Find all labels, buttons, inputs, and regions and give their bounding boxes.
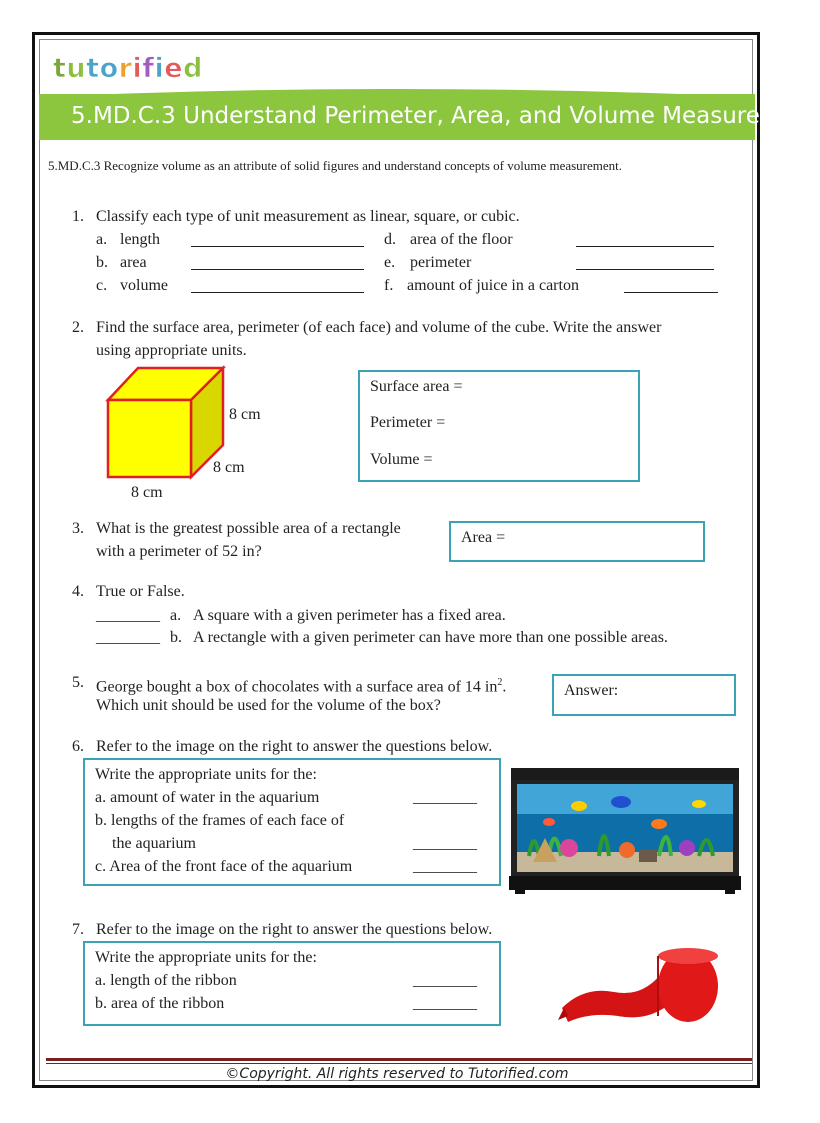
q1-e-label: perimeter bbox=[410, 254, 472, 271]
q1-a-letter: a. bbox=[96, 231, 108, 248]
q4-number: 4. bbox=[72, 583, 84, 600]
q1-a-label: length bbox=[120, 231, 160, 248]
q7-a-item: a. length of the ribbon bbox=[95, 972, 237, 989]
q4-text: True or False. bbox=[96, 583, 185, 600]
q3-text-line1: What is the greatest possible area of a rectangle bbox=[96, 520, 401, 537]
q5-number: 5. bbox=[72, 674, 84, 691]
q6-instruction: Write the appropriate units for the: bbox=[95, 766, 317, 783]
q6-question-box bbox=[83, 758, 501, 886]
q3-number: 3. bbox=[72, 520, 84, 537]
banner-title: 5.MD.C.3 Understand Perimeter, Area, and Volume Measurement bbox=[71, 103, 820, 129]
aquarium-stand bbox=[509, 876, 741, 890]
q6-text: Refer to the image on the right to answer the questions below. bbox=[96, 738, 493, 755]
cube-image bbox=[100, 360, 230, 485]
copyright-footer: ©Copyright. All rights reserved to Tutorified.com bbox=[225, 1066, 569, 1082]
q1-e-letter: e. bbox=[384, 254, 396, 271]
aquarium-image bbox=[509, 766, 741, 894]
q4-a-blank[interactable]: ________ bbox=[96, 607, 160, 624]
q1-c-answer-line[interactable] bbox=[191, 278, 364, 293]
area-label: Area = bbox=[461, 529, 506, 546]
q1-f-answer-line[interactable] bbox=[624, 278, 718, 293]
q4-b-statement: A rectangle with a given perimeter can have more than one possible areas. bbox=[193, 629, 668, 646]
q7-b-item: b. area of the ribbon bbox=[95, 995, 225, 1012]
q5-period: . bbox=[502, 678, 507, 696]
q2-text-line2: using appropriate units. bbox=[96, 342, 247, 359]
q6-c-item: c. Area of the front face of the aquarium bbox=[95, 858, 353, 875]
q2-number: 2. bbox=[72, 319, 84, 336]
q5-text-line2: Which unit should be used for the volume of the box? bbox=[96, 697, 441, 714]
q1-c-letter: c. bbox=[96, 277, 108, 294]
q5-superscript: 2 bbox=[497, 677, 503, 688]
q6-b-item: b. lengths of the frames of each face of bbox=[95, 812, 345, 829]
cube-depth-label: 8 cm bbox=[213, 459, 245, 476]
q7-number: 7. bbox=[72, 921, 84, 938]
q1-number: 1. bbox=[72, 208, 84, 225]
q7-text: Refer to the image on the right to answer the questions below. bbox=[96, 921, 493, 938]
volume-label: Volume = bbox=[370, 451, 433, 468]
q1-f-label: amount of juice in a carton bbox=[407, 277, 579, 294]
answer-label: Answer: bbox=[564, 682, 619, 699]
q6-a-blank[interactable]: ________ bbox=[413, 789, 477, 806]
q4-a-statement: A square with a given perimeter has a fixed area. bbox=[193, 607, 506, 624]
q7-b-blank[interactable]: ________ bbox=[413, 995, 477, 1012]
q7-question-box bbox=[83, 941, 501, 1026]
q1-d-answer-line[interactable] bbox=[576, 232, 714, 247]
q2-answer-box[interactable] bbox=[358, 370, 640, 482]
q1-a-answer-line[interactable] bbox=[191, 232, 364, 247]
q1-b-label: area bbox=[120, 254, 147, 271]
q6-b-blank[interactable]: ________ bbox=[413, 835, 477, 852]
q3-text-line2: with a perimeter of 52 in? bbox=[96, 543, 262, 560]
q1-b-letter: b. bbox=[96, 254, 108, 271]
q6-number: 6. bbox=[72, 738, 84, 755]
q1-text: Classify each type of unit measurement as linear, square, or cubic. bbox=[96, 208, 520, 225]
q4-a-letter: a. bbox=[170, 607, 182, 624]
q1-d-letter: d. bbox=[384, 231, 396, 248]
perimeter-label: Perimeter = bbox=[370, 414, 446, 431]
q1-c-label: volume bbox=[120, 277, 168, 294]
q7-instruction: Write the appropriate units for the: bbox=[95, 949, 317, 966]
q4-b-letter: b. bbox=[170, 629, 182, 646]
q5-answer-box[interactable] bbox=[552, 674, 736, 716]
q1-f-letter: f. bbox=[384, 277, 394, 294]
aquarium-lid bbox=[511, 768, 739, 780]
q6-a-item: a. amount of water in the aquarium bbox=[95, 789, 320, 806]
q2-text-line1: Find the surface area, perimeter (of each face) and volume of the cube. Write the answer bbox=[96, 319, 662, 336]
q3-answer-box[interactable] bbox=[449, 521, 705, 562]
q1-d-label: area of the floor bbox=[410, 231, 513, 248]
svg-text:tutorified: tutorified bbox=[53, 53, 203, 84]
cube-height-label: 8 cm bbox=[229, 406, 261, 423]
surface-area-label: Surface area = bbox=[370, 378, 463, 395]
q4-b-blank[interactable]: ________ bbox=[96, 629, 160, 646]
footer-rule-thin bbox=[46, 1063, 752, 1064]
q6-b-item-cont: the aquarium bbox=[112, 835, 196, 852]
ribbon-image bbox=[554, 946, 722, 1026]
cube-width-label: 8 cm bbox=[131, 484, 163, 501]
q5-text-main: George bought a box of chocolates with a surface area of 14 in bbox=[96, 678, 498, 696]
footer-rule-thick bbox=[46, 1058, 752, 1061]
q1-e-answer-line[interactable] bbox=[576, 255, 714, 270]
title-banner bbox=[39, 94, 820, 140]
q7-a-blank[interactable]: ________ bbox=[413, 972, 477, 989]
standard-description: 5.MD.C.3 Recognize volume as an attribute of solid figures and understand concepts of volume measurement. bbox=[48, 158, 623, 173]
q6-c-blank[interactable]: ________ bbox=[413, 858, 477, 875]
cube-front-face bbox=[108, 400, 191, 477]
q1-b-answer-line[interactable] bbox=[191, 255, 364, 270]
